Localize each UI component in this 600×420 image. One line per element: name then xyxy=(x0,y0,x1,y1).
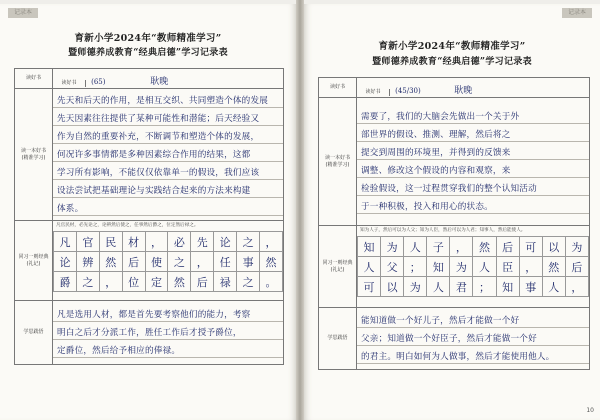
reading-line: 检验假设，这一过程贯穿我们的整个认知活动 xyxy=(361,183,537,194)
reading-line: 调整、修改这个假设的内容和观察，来 xyxy=(361,165,511,176)
verse-grid xyxy=(357,236,589,297)
page-title-line2: 暨师德养成教育“经典启德”学习记录表 xyxy=(372,57,532,67)
reading-line: 先天因素往往提供了某种可能性和潜能；后天经验又 xyxy=(57,113,260,124)
corner-tab: 记录本 xyxy=(562,8,592,18)
practice-line: 父亲；知道做一个好臣子，然后才能做一个好 xyxy=(361,333,537,344)
verse-grid-cell: 可 xyxy=(519,237,542,257)
verse-label-cell xyxy=(15,221,53,301)
verse-grid-cell: 后 xyxy=(496,237,519,257)
page-title-line1: 育新小学2024年“教师精准学习” xyxy=(378,41,526,52)
verse-grid-cell: ， xyxy=(145,232,168,252)
verse-grid-cell: 子 xyxy=(427,237,450,257)
verse-grid-cell: 位 xyxy=(122,272,145,292)
header-row xyxy=(357,78,590,98)
verse-grid-cell: 人 xyxy=(542,277,565,297)
verse-grid-cell: 之 xyxy=(76,272,99,292)
reading-label: 读一本好书 xyxy=(20,147,46,154)
verse-grid-cell: 任 xyxy=(214,252,237,272)
reading-label-cell xyxy=(319,98,357,226)
verse-grid-cell: 材 xyxy=(122,232,145,252)
edition-value: (45/30) xyxy=(395,87,421,95)
verse-grid-cell: 事 xyxy=(237,252,260,272)
practice-lines xyxy=(357,310,589,368)
page-number: 10 xyxy=(586,407,594,414)
verse-grid-row xyxy=(54,272,283,292)
verse-label: 同习一则经典 xyxy=(322,259,353,266)
verse-grid-cell: 事 xyxy=(519,277,542,297)
book-label: 读好书 xyxy=(15,69,53,89)
edition-value: (65) xyxy=(91,78,106,86)
practice-label: 学思践悟 xyxy=(319,308,357,370)
reading-line: 作为自然的重要补充，不断调节和塑造个体的发展， xyxy=(57,131,260,142)
practice-line: 定爵位，然后给予相应的俸禄。 xyxy=(57,345,181,356)
verse-grid-cell: 之 xyxy=(168,252,191,272)
reader-name: 耿晚 xyxy=(150,77,169,87)
verse-label: 同习一则经典 xyxy=(18,253,49,260)
verse-grid-cell: 禄 xyxy=(214,272,237,292)
verse-grid-cell: 之 xyxy=(237,232,260,252)
verse-grid-cell: 可 xyxy=(358,277,381,297)
right-page xyxy=(304,4,600,420)
reading-label-cell xyxy=(15,89,53,221)
reading-sub: (精准学习) xyxy=(325,161,350,168)
reading-line: 何况许多事情都是多种因素综合作用的结果，这都 xyxy=(57,149,251,160)
verse-grid-cell: 以 xyxy=(542,237,565,257)
verse-grid-cell: 必 xyxy=(168,232,191,252)
verse-cell xyxy=(357,226,590,308)
verse-hint: 知为人子，然后可以为人父；知为人臣，然后可以为人君；知事人，然后能使人。 xyxy=(360,228,526,233)
practice-line: 能知道做一个好儿子，然后才能做一个好 xyxy=(361,315,520,326)
record-table xyxy=(14,68,284,365)
edition-prefix: 读好书 xyxy=(357,89,390,96)
reading-line: 先天和后天的作用，是相互交织、共同塑造个体的发展 xyxy=(57,95,269,106)
verse-grid-cell: 后 xyxy=(122,252,145,272)
verse-grid-cell: ； xyxy=(404,257,427,277)
verse-grid-cell: ， xyxy=(565,277,588,297)
verse-grid-cell: ， xyxy=(260,232,283,252)
verse-grid-cell: 人 xyxy=(358,257,381,277)
verse-grid-cell: 辨 xyxy=(76,252,99,272)
practice-label: 学思践悟 xyxy=(15,301,53,365)
verse-grid-cell: 知 xyxy=(358,237,381,257)
verse-grid-cell: 然 xyxy=(260,252,283,272)
verse-grid xyxy=(53,231,283,292)
verse-grid-row xyxy=(54,252,283,272)
verse-grid-cell: 知 xyxy=(496,277,519,297)
verse-grid-row xyxy=(54,232,283,252)
practice-lines xyxy=(53,304,283,362)
verse-grid-cell: 使 xyxy=(145,252,168,272)
verse-sub: (礼记) xyxy=(330,266,345,273)
verse-grid-cell: 为 xyxy=(450,257,473,277)
verse-grid-cell: 然 xyxy=(542,257,565,277)
verse-grid-cell: ， xyxy=(450,237,473,257)
reading-line: 学习所有影响，不能仅仅依靠单一的假设，我们应该 xyxy=(57,167,260,178)
verse-grid-cell: 为 xyxy=(404,277,427,297)
verse-grid-cell: 人 xyxy=(404,237,427,257)
verse-grid-cell: 为 xyxy=(381,237,404,257)
record-table xyxy=(318,77,590,370)
verse-grid-cell: 君 xyxy=(450,277,473,297)
verse-grid-cell: ， xyxy=(519,257,542,277)
verse-grid-cell: 凡 xyxy=(54,232,77,252)
book-spine xyxy=(296,0,304,420)
verse-grid-cell: 后 xyxy=(191,272,214,292)
reading-line: 需要了，我们的大脑会先做出一个关于外 xyxy=(361,111,520,122)
edition-prefix: 读好书 xyxy=(53,80,86,87)
verse-grid-cell: 知 xyxy=(427,257,450,277)
verse-grid-cell: 民 xyxy=(99,232,122,252)
reading-line: 设法尝试把基础理论与实践结合起来的方法来构建 xyxy=(57,185,251,196)
page-title-line1: 育新小学2024年“教师精准学习” xyxy=(74,33,222,44)
verse-grid-cell: 之 xyxy=(237,272,260,292)
verse-grid-cell: ， xyxy=(99,272,122,292)
book-label: 读好书 xyxy=(319,78,357,98)
verse-grid-cell: 人 xyxy=(473,257,496,277)
reading-sub: (精准学习) xyxy=(21,154,46,161)
reading-lines xyxy=(53,90,283,220)
verse-grid-cell: ； xyxy=(473,277,496,297)
verse-grid-cell: 然 xyxy=(99,252,122,272)
corner-tab: 记录本 xyxy=(8,8,38,18)
reading-line: 于一种积极，投入和用心的状态。 xyxy=(361,201,493,212)
reader-name: 耿晚 xyxy=(454,86,473,96)
practice-notes xyxy=(357,308,590,370)
verse-grid-cell: 论 xyxy=(214,232,237,252)
verse-hint: 凡官民材，必先论之，论辨然后使之，任事然后爵之，位定然后禄之。 xyxy=(56,223,199,228)
reading-label: 读一本好书 xyxy=(324,154,350,161)
reading-lines xyxy=(357,106,589,218)
verse-grid-cell: 先 xyxy=(191,232,214,252)
reading-line: 提交到周围的环境里，并得到的反馈来 xyxy=(361,147,511,158)
verse-grid-cell: ， xyxy=(191,252,214,272)
verse-cell xyxy=(53,221,284,301)
verse-grid-cell: 人 xyxy=(427,277,450,297)
reading-notes xyxy=(53,89,284,221)
verse-sub: (礼记) xyxy=(26,260,41,267)
reading-line: 体系。 xyxy=(57,203,84,214)
verse-grid-cell: 为 xyxy=(565,237,588,257)
practice-notes xyxy=(53,301,284,365)
verse-grid-cell: 爵 xyxy=(54,272,77,292)
verse-grid-row xyxy=(358,237,589,257)
left-page xyxy=(0,4,296,420)
verse-grid-cell: 然 xyxy=(473,237,496,257)
verse-grid-cell: 后 xyxy=(565,257,588,277)
verse-grid-cell: 然 xyxy=(168,272,191,292)
verse-grid-cell: 父 xyxy=(381,257,404,277)
verse-grid-cell: 官 xyxy=(76,232,99,252)
verse-grid-cell: 定 xyxy=(145,272,168,292)
page-title-line2: 暨师德养成教育“经典启德”学习记录表 xyxy=(68,48,228,58)
verse-grid-row xyxy=(358,257,589,277)
reading-line: 部世界的假设、推测、理解，然后将之 xyxy=(361,129,511,140)
verse-grid-cell: 论 xyxy=(54,252,77,272)
practice-line: 的君主。明白如何为人做事，然后才能使用他人。 xyxy=(361,351,555,362)
practice-line: 明白之后才分派工作，胜任工作后才授予爵位， xyxy=(57,327,242,338)
verse-grid-cell: 臣 xyxy=(496,257,519,277)
verse-label-cell xyxy=(319,226,357,308)
verse-grid-cell: 。 xyxy=(260,272,283,292)
header-row xyxy=(53,69,284,89)
reading-notes xyxy=(357,98,590,226)
practice-line: 凡是选用人材，都是首先要考察他们的能力，考察 xyxy=(57,309,251,320)
verse-grid-row xyxy=(358,277,589,297)
verse-grid-cell: 以 xyxy=(381,277,404,297)
